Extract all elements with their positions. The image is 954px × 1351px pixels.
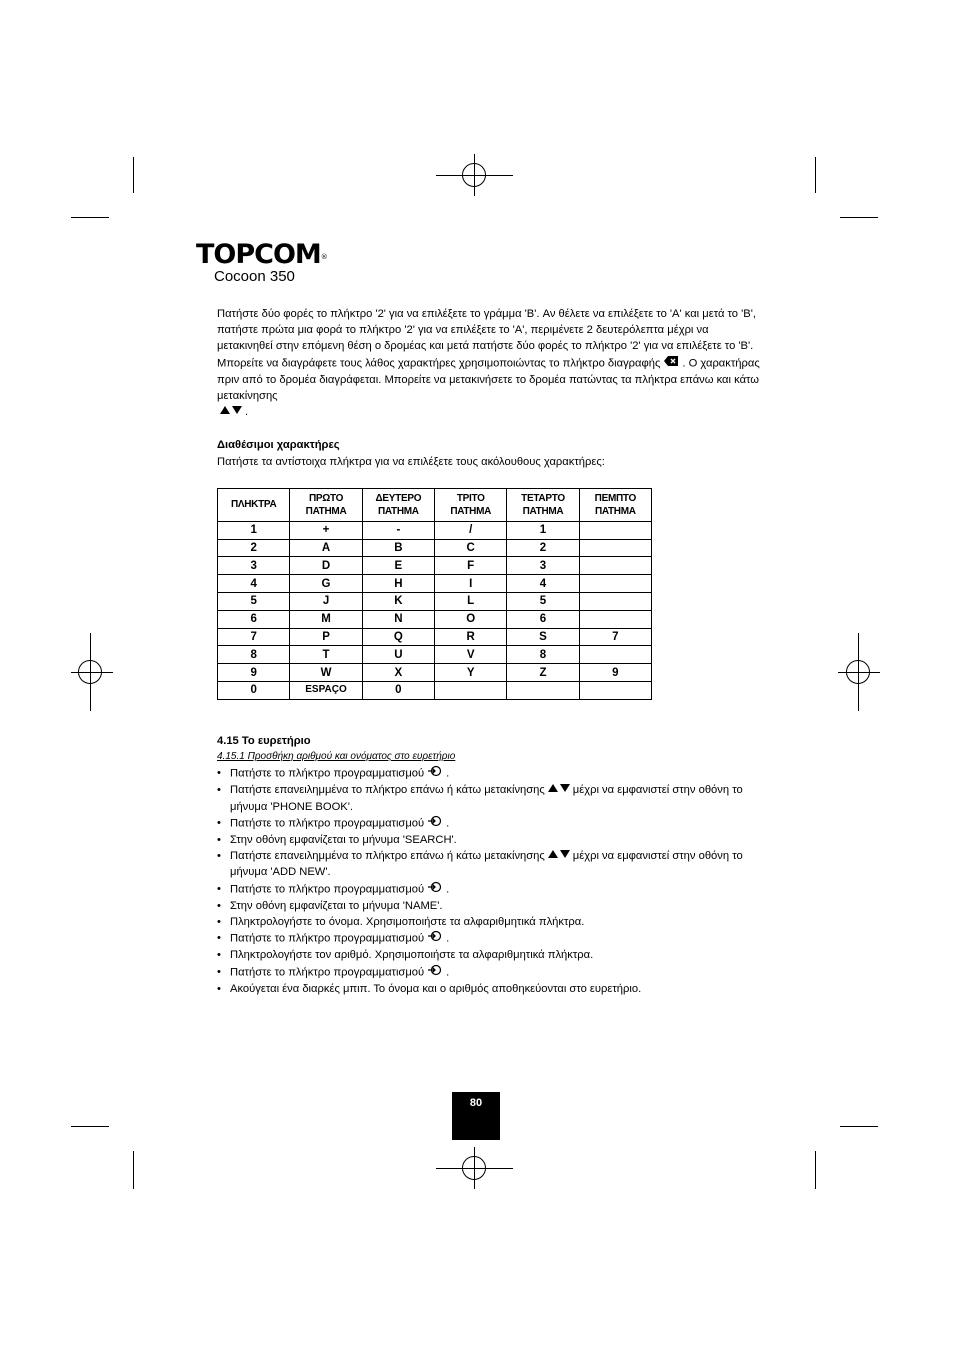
table-cell: R: [435, 628, 507, 646]
list-item: [217, 782, 762, 814]
up-down-arrows-icon: [547, 848, 571, 864]
table-cell: [579, 539, 651, 557]
col-header-third: ΤΡΙΤΟ ΠΑΤΗΜΑ: [435, 488, 507, 521]
step-text-after: .: [446, 817, 450, 830]
table-cell: 8: [507, 646, 579, 664]
chars-section-title: Διαθέσιμοι χαρακτήρες: [217, 439, 340, 452]
table-cell: V: [435, 646, 507, 664]
table-cell: ESPAÇO: [290, 682, 362, 700]
list-item: [217, 765, 762, 782]
table-cell: 2: [507, 539, 579, 557]
phonebook-subtitle: 4.15.1 Προσθήκη αριθμού και ονόματος στο ευρετήριο: [217, 751, 456, 763]
table-cell: Y: [435, 664, 507, 682]
col-header-fifth: ΠΕΜΠΤΟ ΠΑΤΗΜΑ: [579, 488, 651, 521]
table-cell: /: [435, 521, 507, 539]
table-cell: [579, 593, 651, 611]
table-cell: M: [290, 610, 362, 628]
step-text: Πατήστε επανειλημμένα το πλήκτρο επάνω ή κάτω μετακίνησης: [230, 784, 545, 797]
table-row: [218, 664, 652, 682]
menu-key-icon: [427, 964, 443, 981]
intro-text-3: .: [245, 406, 249, 419]
list-item: [217, 981, 762, 997]
list-item: [217, 848, 762, 880]
table-cell: 3: [507, 557, 579, 575]
phonebook-title: 4.15 Το ευρετήριο: [217, 734, 311, 747]
menu-key-icon: [427, 930, 443, 947]
list-item: [217, 964, 762, 981]
table-cell: +: [290, 521, 362, 539]
table-cell: T: [290, 646, 362, 664]
table-row: [218, 539, 652, 557]
table-cell: E: [362, 557, 434, 575]
step-text: Ακούγεται ένα διαρκές μπιπ. Το όνομα και ο αριθμός αποθηκεύονται στο ευρετήριο.: [230, 982, 642, 995]
table-cell: 5: [218, 593, 290, 611]
table-cell: 6: [507, 610, 579, 628]
table-cell: [579, 646, 651, 664]
table-header-row: [218, 488, 652, 521]
step-text-after: μέχρι να εμφανιστεί στην οθόνη το μήνυμα 'ADD NEW'.: [230, 850, 743, 879]
table-cell: 9: [218, 664, 290, 682]
table-cell: U: [362, 646, 434, 664]
table-cell: [579, 521, 651, 539]
table-row: [218, 610, 652, 628]
table-cell: S: [507, 628, 579, 646]
table-cell: B: [362, 539, 434, 557]
step-text-after: .: [446, 932, 450, 945]
table-cell: Q: [362, 628, 434, 646]
table-cell: D: [290, 557, 362, 575]
page-number: 80: [452, 1092, 500, 1140]
table-cell: X: [362, 664, 434, 682]
table-row: [218, 521, 652, 539]
table-cell: K: [362, 593, 434, 611]
table-cell: J: [290, 593, 362, 611]
table-cell: 1: [218, 521, 290, 539]
step-text: Πατήστε το πλήκτρο προγραμματισμού: [230, 767, 425, 780]
table-cell: F: [435, 557, 507, 575]
intro-text-2: . Ο χαρακτήρας πριν από το δρομέα διαγράφεται. Μπορείτε να μετακινήσετε το δρομέα πατώντας τα πλήκτρα επάνω και κάτω μετακίνησης: [217, 357, 760, 403]
up-down-arrows-icon: [547, 782, 571, 798]
table-row: [218, 575, 652, 593]
table-cell: 9: [579, 664, 651, 682]
characters-table: [217, 488, 652, 700]
step-text: Πατήστε επανειλημμένα το πλήκτρο επάνω ή κάτω μετακίνησης: [230, 850, 545, 863]
list-item: [217, 914, 762, 930]
table-cell: 4: [218, 575, 290, 593]
table-cell: I: [435, 575, 507, 593]
registered-mark: ®: [320, 253, 328, 261]
table-cell: H: [362, 575, 434, 593]
table-cell: 6: [218, 610, 290, 628]
table-row: [218, 628, 652, 646]
step-text: Στην οθόνη εμφανίζεται το μήνυμα 'NAME'.: [230, 899, 443, 912]
intro-paragraph: [217, 306, 762, 420]
list-item: [217, 947, 762, 963]
table-cell: 4: [507, 575, 579, 593]
table-cell: 2: [218, 539, 290, 557]
table-cell: L: [435, 593, 507, 611]
step-text: Πατήστε το πλήκτρο προγραμματισμού: [230, 932, 425, 945]
table-cell: G: [290, 575, 362, 593]
table-row: [218, 557, 652, 575]
table-cell: W: [290, 664, 362, 682]
col-header-second: ΔΕΥΤΕΡΟ ΠΑΤΗΜΑ: [362, 488, 434, 521]
step-text-after: .: [446, 966, 450, 979]
list-item: [217, 898, 762, 914]
step-text: Πατήστε το πλήκτρο προγραμματισμού: [230, 817, 425, 830]
up-down-arrows-icon: [219, 404, 243, 420]
menu-key-icon: [427, 881, 443, 898]
table-body: [218, 521, 652, 699]
list-item: [217, 815, 762, 832]
table-cell: [579, 557, 651, 575]
step-text: Πληκτρολογήστε το όνομα. Χρησιμοποιήστε τα αλφαριθμητικά πλήκτρα.: [230, 916, 585, 929]
table-cell: O: [435, 610, 507, 628]
table-cell: P: [290, 628, 362, 646]
col-header-keys: ΠΛΗΚΤΡΑ: [218, 488, 290, 521]
list-item: [217, 930, 762, 947]
table-row: [218, 682, 652, 700]
brand-name: TOPCOM: [196, 239, 321, 270]
table-cell: Z: [507, 664, 579, 682]
table-cell: -: [362, 521, 434, 539]
page-content: [217, 306, 762, 997]
step-text-after: μέχρι να εμφανιστεί στην οθόνη το μήνυμα 'PHONE BOOK'.: [230, 784, 743, 813]
table-cell: 0: [362, 682, 434, 700]
table-cell: 7: [579, 628, 651, 646]
table-cell: 8: [218, 646, 290, 664]
table-row: [218, 593, 652, 611]
table-cell: [435, 682, 507, 700]
table-cell: [507, 682, 579, 700]
step-text: Στην οθόνη εμφανίζεται το μήνυμα 'SEARCH'.: [230, 833, 457, 846]
step-text: Πατήστε το πλήκτρο προγραμματισμού: [230, 883, 425, 896]
intro-text-1: Πατήστε δύο φορές το πλήκτρο '2' για να επιλέξετε το γράμμα 'B'. Αν θέλετε να επιλέξετε το 'A' και μετά το 'B', πατήστε πρώτα μια φορά το πλήκτρο '2' για να επιλέξετε το 'A', περιμένετε 2 δευτερόλεπτα μέχρι να μετακινηθεί στην επόμενη θέση ο δρομέας και μετά πατήστε δύο φορές το πλήκτρο '2' για να επιλέξετε το 'B'. Μπορείτε να διαγράφετε τους λάθος χαρακτήρες χρησιμοποιώντας το πλήκτρο διαγραφής: [217, 308, 756, 370]
col-header-first: ΠΡΩΤΟ ΠΑΤΗΜΑ: [290, 488, 362, 521]
table-row: [218, 646, 652, 664]
menu-key-icon: [427, 765, 443, 782]
step-text: Πατήστε το πλήκτρο προγραμματισμού: [230, 966, 425, 979]
table-cell: 0: [218, 682, 290, 700]
table-cell: [579, 682, 651, 700]
chars-section-desc: Πατήστε τα αντίστοιχα πλήκτρα για να επιλέξετε τους ακόλουθους χαρακτήρες:: [217, 455, 605, 468]
list-item: [217, 832, 762, 848]
table-cell: N: [362, 610, 434, 628]
table-cell: 3: [218, 557, 290, 575]
table-cell: 5: [507, 593, 579, 611]
table-cell: [579, 575, 651, 593]
table-cell: 7: [218, 628, 290, 646]
topcom-logo: [196, 240, 328, 270]
menu-key-icon: [427, 815, 443, 832]
step-text: Πληκτρολογήστε τον αριθμό. Χρησιμοποιήστε τα αλφαριθμητικά πλήκτρα.: [230, 949, 594, 962]
table-cell: [579, 610, 651, 628]
model-name: Cocoon 350: [214, 268, 295, 285]
table-cell: C: [435, 539, 507, 557]
delete-key-icon: [663, 355, 679, 372]
phonebook-steps: [217, 765, 762, 997]
table-cell: A: [290, 539, 362, 557]
list-item: [217, 881, 762, 898]
table-cell: 1: [507, 521, 579, 539]
col-header-fourth: ΤΕΤΑΡΤΟ ΠΑΤΗΜΑ: [507, 488, 579, 521]
step-text-after: .: [446, 767, 450, 780]
step-text-after: .: [446, 883, 450, 896]
